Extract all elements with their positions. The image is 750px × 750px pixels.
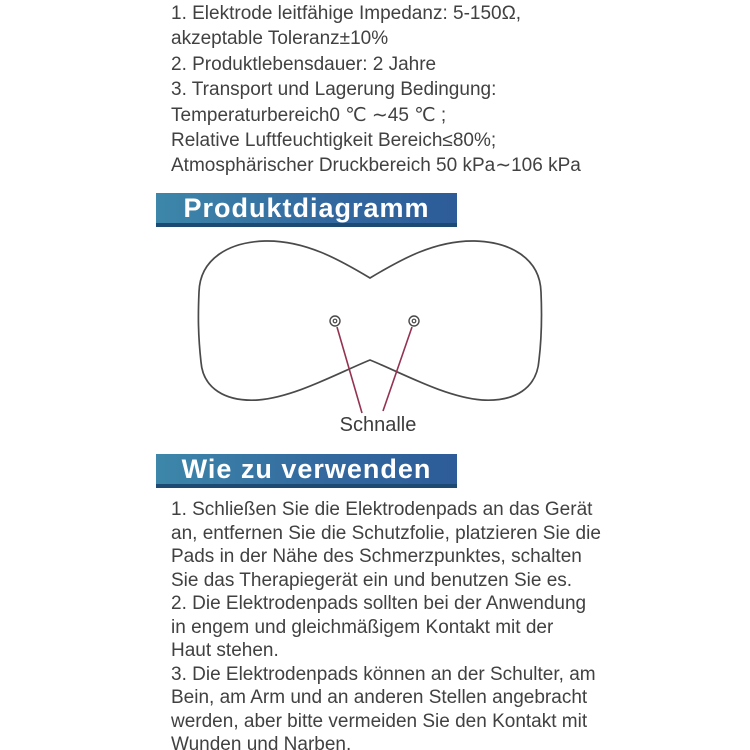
spec-line-impedance: 1. Elektrode leitfähige Impedanz: 5-150Ω, xyxy=(171,3,522,24)
snap-button-right-icon xyxy=(409,316,419,326)
diagram-label-schnalle: Schnalle xyxy=(339,414,417,436)
usage-line: 2. Die Elektrodenpads sollten bei der Anwendung xyxy=(171,593,587,614)
electrode-pad-diagram xyxy=(170,230,590,445)
pad-diagram-svg xyxy=(170,230,590,422)
spec-line-transport: 3. Transport und Lagerung Bedingung: xyxy=(171,79,497,101)
pad-outline xyxy=(198,241,541,400)
snap-button-left-icon xyxy=(330,316,340,326)
usage-line: 3. Die Elektrodenpads können an der Schulter, am xyxy=(171,663,596,685)
usage-line: werden, aber bitte vermeiden Sie den Kontakt mit xyxy=(171,710,588,732)
usage-line: Pads in der Nähe des Schmerzpunktes, schalten xyxy=(171,546,582,567)
section-header-product-diagram xyxy=(156,193,457,227)
spec-line-lifespan: 2. Produktlebensdauer: 2 Jahre xyxy=(171,53,437,75)
spec-line-tolerance: akzeptable Toleranz±10% xyxy=(171,28,389,50)
pointer-line-right xyxy=(383,327,412,411)
section-header-how-to-use xyxy=(156,454,457,488)
spec-line-pressure: Atmosphärischer Druckbereich 50 kPa∼106 kPa xyxy=(171,155,581,177)
usage-line: Wunden und Narben. xyxy=(171,734,352,750)
usage-section xyxy=(171,498,601,750)
usage-line: in engem und gleichmäßigem Kontakt mit der xyxy=(171,616,554,638)
section-title: Produktdiagramm xyxy=(183,193,430,223)
spec-line-humidity: Relative Luftfeuchtigkeit Bereich≤80%; xyxy=(171,130,497,152)
spec-line-temperature: Temperaturbereich0 ℃ ∼45 ℃ ; xyxy=(171,104,447,126)
pointer-line-left xyxy=(337,327,362,413)
usage-line: Haut stehen. xyxy=(171,640,279,661)
usage-line: Bein, am Arm und an anderen Stellen angebracht xyxy=(171,687,588,708)
usage-line: 1. Schließen Sie die Elektrodenpads an das Gerät xyxy=(171,499,593,520)
usage-line: Sie das Therapiegerät ein und benutzen Sie es. xyxy=(171,569,573,591)
usage-line: an, entfernen Sie die Schutzfolie, platzieren Sie die xyxy=(171,522,601,544)
section-title: Wie zu verwenden xyxy=(181,454,432,484)
specs-section xyxy=(171,1,581,179)
